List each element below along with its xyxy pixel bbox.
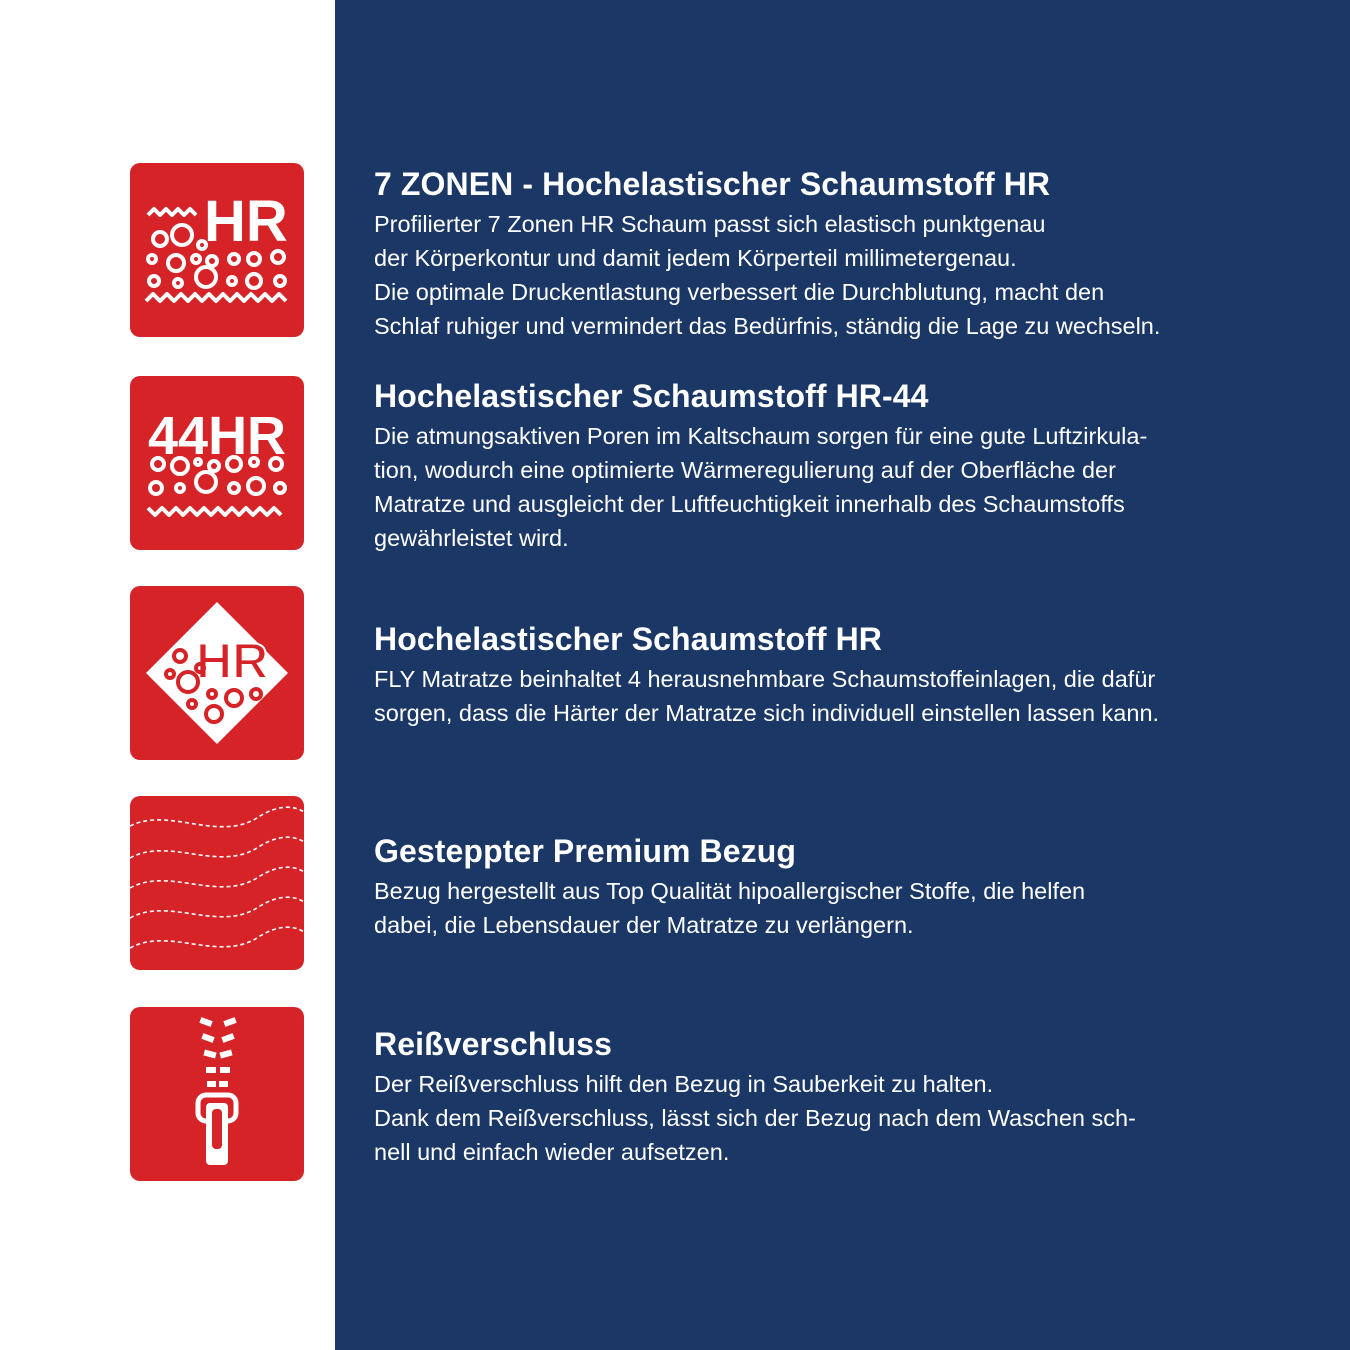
quilted-cover-icon (130, 796, 304, 970)
feature-title: Gesteppter Premium Bezug (374, 833, 797, 869)
hr-foam-waves-icon (130, 163, 304, 337)
svg-text:HR: HR (204, 189, 288, 254)
hr-diamond-foam-icon (130, 586, 304, 760)
zipper-icon (130, 1007, 304, 1181)
feature-hr-inserts (374, 620, 1274, 730)
feature-title: Hochelastischer Schaumstoff HR-44 (374, 378, 929, 414)
hr-44-foam-icon (130, 376, 304, 550)
feature-text: Die atmungsaktiven Poren im Kaltschaum sorgen für eine gute Luftzirkula- tion, wodurch eine optimierte Wärmeregulierung auf der Oberfläche der Matratze und ausgleicht der Luftfeuchtigkeit innerhalb des Schaumstoffs gewährleistet wird. (374, 423, 1148, 551)
feature-zipper (374, 1025, 1274, 1169)
feature-text: Bezug hergestellt aus Top Qualität hipoallergischer Stoffe, die helfen dabei, die Lebensdauer der Matratze zu verlängern. (374, 878, 1086, 938)
feature-text: FLY Matratze beinhaltet 4 herausnehmbare Schaumstoffeinlagen, die dafür sorgen, dass die Härter der Matratze sich individuell einstellen lassen kann. (374, 666, 1160, 726)
feature-text: Profilierter 7 Zonen HR Schaum passt sich elastisch punktgenau der Körperkontur und damit jedem Körperteil millimetergenau. Die optimale Druckentlastung verbessert die Durchblutung, macht den Schlaf ruhiger und vermindert das Bedürfnis, ständig die Lage zu wechseln. (374, 211, 1161, 339)
feature-premium-cover (374, 832, 1274, 942)
feature-title: 7 ZONEN - Hochelastischer Schaumstoff HR (374, 166, 1051, 202)
feature-7-zonen-hr (374, 165, 1274, 343)
feature-title: Hochelastischer Schaumstoff HR (374, 621, 883, 657)
feature-title: Reißverschluss (374, 1026, 612, 1062)
feature-text: Der Reißverschluss hilft den Bezug in Sauberkeit zu halten. Dank dem Reißverschluss, lässt sich der Bezug nach dem Waschen sch- nell und einfach wieder aufsetzen. (374, 1071, 1136, 1165)
svg-text:HR: HR (196, 633, 269, 689)
feature-hr-44 (374, 377, 1274, 555)
svg-text:44HR: 44HR (148, 406, 287, 466)
